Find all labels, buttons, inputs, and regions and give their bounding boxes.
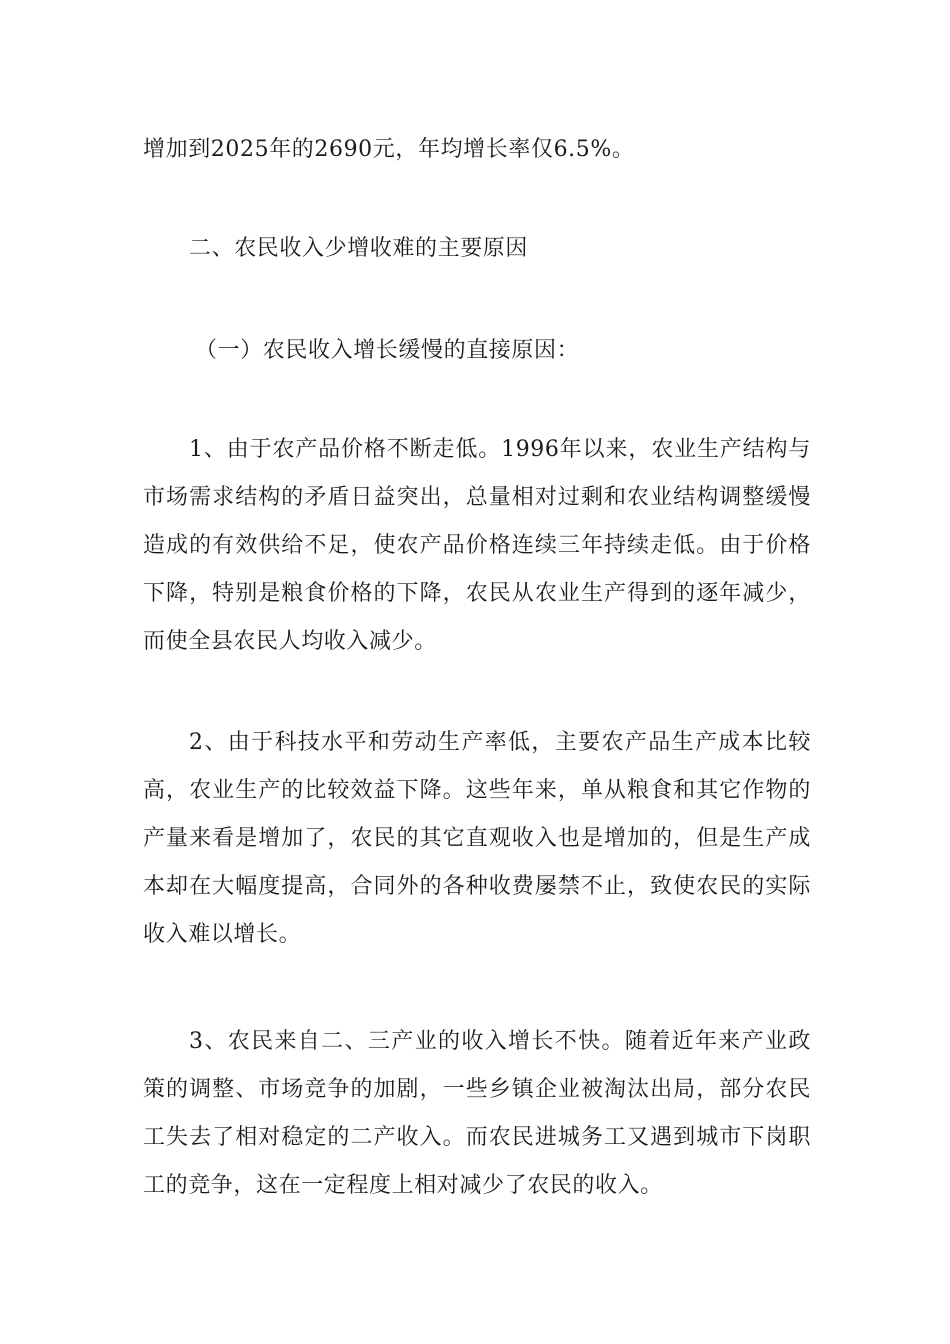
subsection-heading: （一）农民收入增长缓慢的直接原因： bbox=[195, 338, 580, 363]
paragraph-item-1: 1、由于农产品价格不断走低。1996年以来，农业生产结构与市场需求结构的矛盾日益突出，总量相对过剩和农业结构调整缓慢造成的有效供给不足，使农产品价格连续三年持续走低。由于价格下降，特别是粮食价格的下降，农民从农业生产得到的逐年减少，而使全县农民人均收入减少。 bbox=[143, 437, 811, 654]
section-heading: 二、农民收入少增收难的主要原因 bbox=[189, 236, 529, 261]
paragraph-item-2: 2、由于科技水平和劳动生产率低，主要农产品生产成本比较高，农业生产的比较效益下降。这些年来，单从粮食和其它作物的产量来看是增加了，农民的其它直观收入也是增加的，但是生产成本却在大幅度提高，合同外的各种收费屡禁不止，致使农民的实际收入难以增长。 bbox=[143, 730, 811, 947]
paragraph-continuation: 增加到2025年的2690元，年均增长率仅6.5%。 bbox=[143, 137, 635, 162]
paragraph-item-3: 3、农民来自二、三产业的收入增长不快。随着近年来产业政策的调整、市场竞争的加剧，一些乡镇企业被淘汰出局，部分农民工失去了相对稳定的二产收入。而农民进城务工又遇到城市下岗职工的竞争，这在一定程度上相对减少了农民的收入。 bbox=[143, 1029, 811, 1198]
